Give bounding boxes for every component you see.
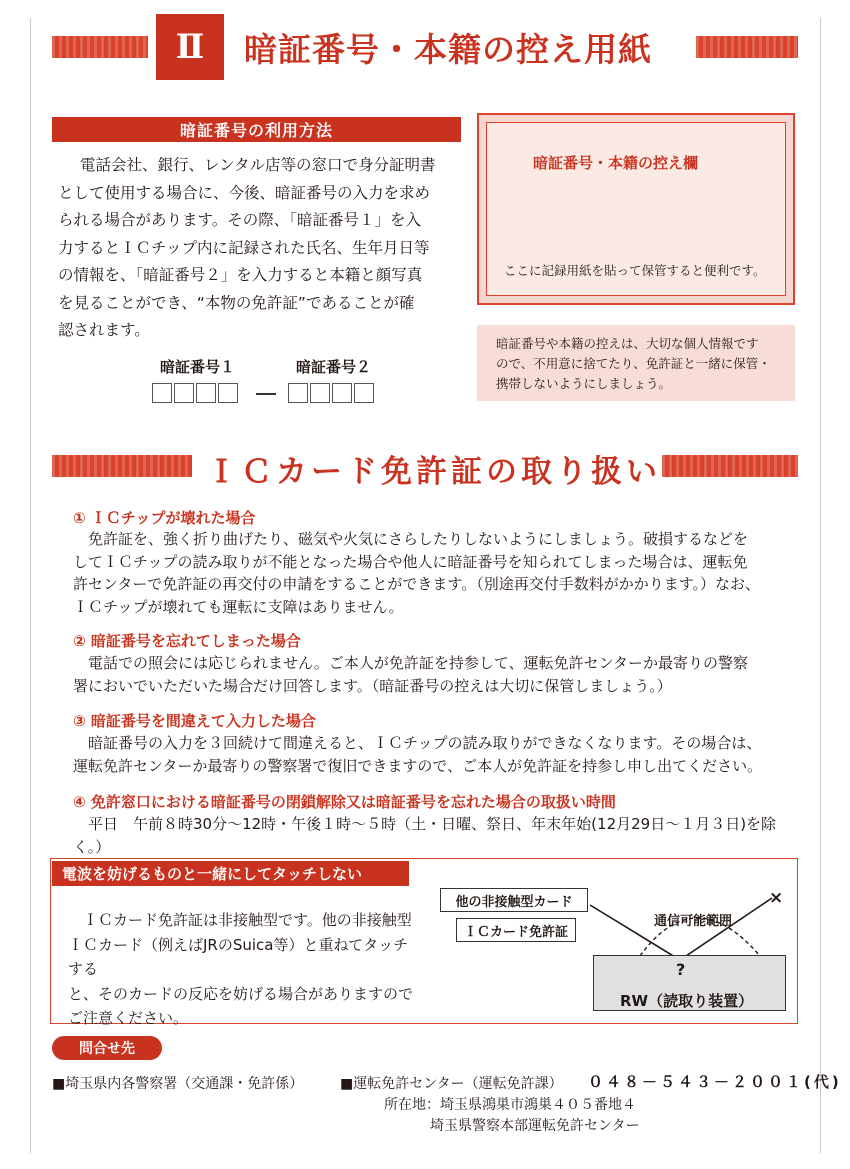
item1-line: してＩＣチップの読み取りが不能となった場合や他人に暗証番号を知られてしまった場合は、運転免	[73, 552, 748, 571]
contact-police: ■埼玉県内各警察署（交通課・免許係）	[52, 1076, 304, 1092]
usage-heading: 暗証番号の利用方法	[52, 117, 461, 142]
pin1-boxes	[152, 383, 240, 403]
radio-line: ご注意ください。	[68, 1009, 189, 1027]
pin-digit-box	[218, 383, 238, 403]
usage-line: を見ることができ、“本物の免許証”であることが確	[58, 293, 415, 312]
item1-heading: ① ＩＣチップが壊れた場合	[73, 509, 256, 527]
pin-digit-box	[332, 383, 352, 403]
pin-digit-box	[288, 383, 308, 403]
blocked-x-mark: ×	[769, 888, 784, 908]
memo-title: 暗証番号・本籍の控え欄	[533, 154, 699, 172]
section2-bar-left	[52, 455, 192, 477]
contact-phone: ０４８－５４３－２００１(代)	[588, 1073, 842, 1091]
pin-digit-box	[196, 383, 216, 403]
item3-heading: ③ 暗証番号を間違えて入力した場合	[73, 712, 316, 730]
contact-badge: 問合せ先	[52, 1036, 162, 1060]
item2-line: 電話での照会には応じられません。ご本人が免許証を持参して、運転免許センターか最寄りの警察	[73, 654, 749, 672]
caution-line: 暗証番号や本籍の控えは、大切な個人情報です	[496, 336, 759, 351]
item1-line: ＩＣチップが壊れても運転に支障はありません。	[73, 597, 404, 616]
usage-line: られる場合があります。その際、「暗証番号１」を入	[58, 211, 422, 229]
radio-heading: 電波を妨げるものと一緒にしてタッチしない	[52, 861, 409, 886]
usage-line: の情報を、「暗証番号２」を入力すると本籍と顔写真	[58, 266, 423, 284]
pin1-label: 暗証番号１	[160, 358, 236, 376]
usage-line: として使用する場合に、今後、暗証番号の入力を求め	[58, 183, 431, 202]
pin-digit-box	[354, 383, 374, 403]
pin-digit-box	[310, 383, 330, 403]
radio-line: と、そのカードの反応を妨げる場合がありますので	[68, 984, 414, 1003]
caution-line: ので、不用意に捨てたり、免許証と一緒に保管・	[496, 356, 771, 371]
page-title: 暗証番号・本籍の控え用紙	[244, 30, 652, 69]
pin-digit-box	[174, 383, 194, 403]
item2-heading: ② 暗証番号を忘れてしまった場合	[73, 632, 301, 650]
page-border-left	[30, 18, 31, 1153]
pin-digit-box	[152, 383, 172, 403]
section2-bar-right	[662, 455, 798, 477]
pin2-label: 暗証番号２	[296, 358, 372, 376]
caution-note	[477, 325, 795, 401]
contact-org: 埼玉県警察本部運転免許センター	[430, 1118, 640, 1134]
item4-heading: ④ 免許窓口における暗証番号の閉鎖解除又は暗証番号を忘れた場合の取扱い時間	[73, 793, 616, 811]
item2-line: 署においでいただいた場合だけ回答します。（暗証番号の控えは大切に保管しましょう。）	[73, 676, 672, 695]
range-label: 通信可能範囲	[654, 914, 733, 929]
item1-body	[73, 528, 785, 618]
header-bar-right	[696, 36, 798, 58]
radio-text	[68, 908, 416, 1031]
usage-body	[58, 152, 470, 345]
header-bar-left	[52, 36, 148, 58]
section2-title: ＩＣカード免許証の取り扱い	[206, 454, 661, 490]
contact-center: ■運転免許センター（運転免許課）	[340, 1076, 563, 1092]
item4-body	[73, 813, 785, 858]
section-number-badge: Ⅱ	[156, 14, 224, 80]
signal-path-line	[590, 898, 772, 960]
other-card-label: 他の非接触型カード	[440, 888, 588, 912]
item3-body	[73, 732, 785, 777]
pin-separator-dash	[256, 393, 276, 395]
reader-label: RW（読取り装置）	[620, 992, 754, 1010]
caution-line: 携帯しないようにしましょう。	[496, 376, 672, 391]
ic-card-label: ＩＣカード免許証	[456, 918, 576, 942]
item4-line: 平日 午前８時30分～12時・午後１時～５時（土・日曜、祭日、年末年始(12月29日～１月３日)を除く。）	[73, 815, 777, 856]
contact-address: 所在地：埼玉県鴻巣市鴻巣４０５番地４	[384, 1097, 636, 1113]
usage-line: 力するとＩＣチップ内に記録された氏名、生年月日等	[58, 238, 430, 257]
page-border-right	[820, 18, 821, 1153]
pin2-boxes	[288, 383, 376, 403]
usage-line: 認されます。	[58, 321, 150, 339]
radio-line: ＩＣカード免許証は非接触型です。他の非接触型	[68, 911, 412, 929]
caution-text	[496, 334, 786, 394]
item2-body	[73, 652, 785, 697]
item1-line: 許センターで免許証の再交付の申請をすることができます。（別途再交付手数料がかかります。）なお、	[73, 575, 761, 593]
memo-text: ここに記録用紙を貼って保管すると便利です。	[504, 263, 766, 278]
item3-line: 暗証番号の入力を３回続けて間違えると、ＩＣチップの読み取りができなくなります。その場合は、	[73, 734, 762, 752]
usage-line: 電話会社、銀行、レンタル店等の窓口で身分証明書	[80, 156, 436, 174]
question-mark: ?	[676, 960, 686, 979]
memo-paste-area	[477, 113, 795, 305]
item1-line: 免許証を、強く折り曲げたり、磁気や火気にさらしたりしないようにしましょう。破損するなどを	[73, 530, 749, 548]
radio-line: ＩＣカード（例えばJRのSuica等）と重ねてタッチする	[68, 935, 409, 978]
item3-line: 運転免許センターか最寄りの警察署で復旧できますので、ご本人が免許証を持参し申し出てください。	[73, 756, 763, 775]
